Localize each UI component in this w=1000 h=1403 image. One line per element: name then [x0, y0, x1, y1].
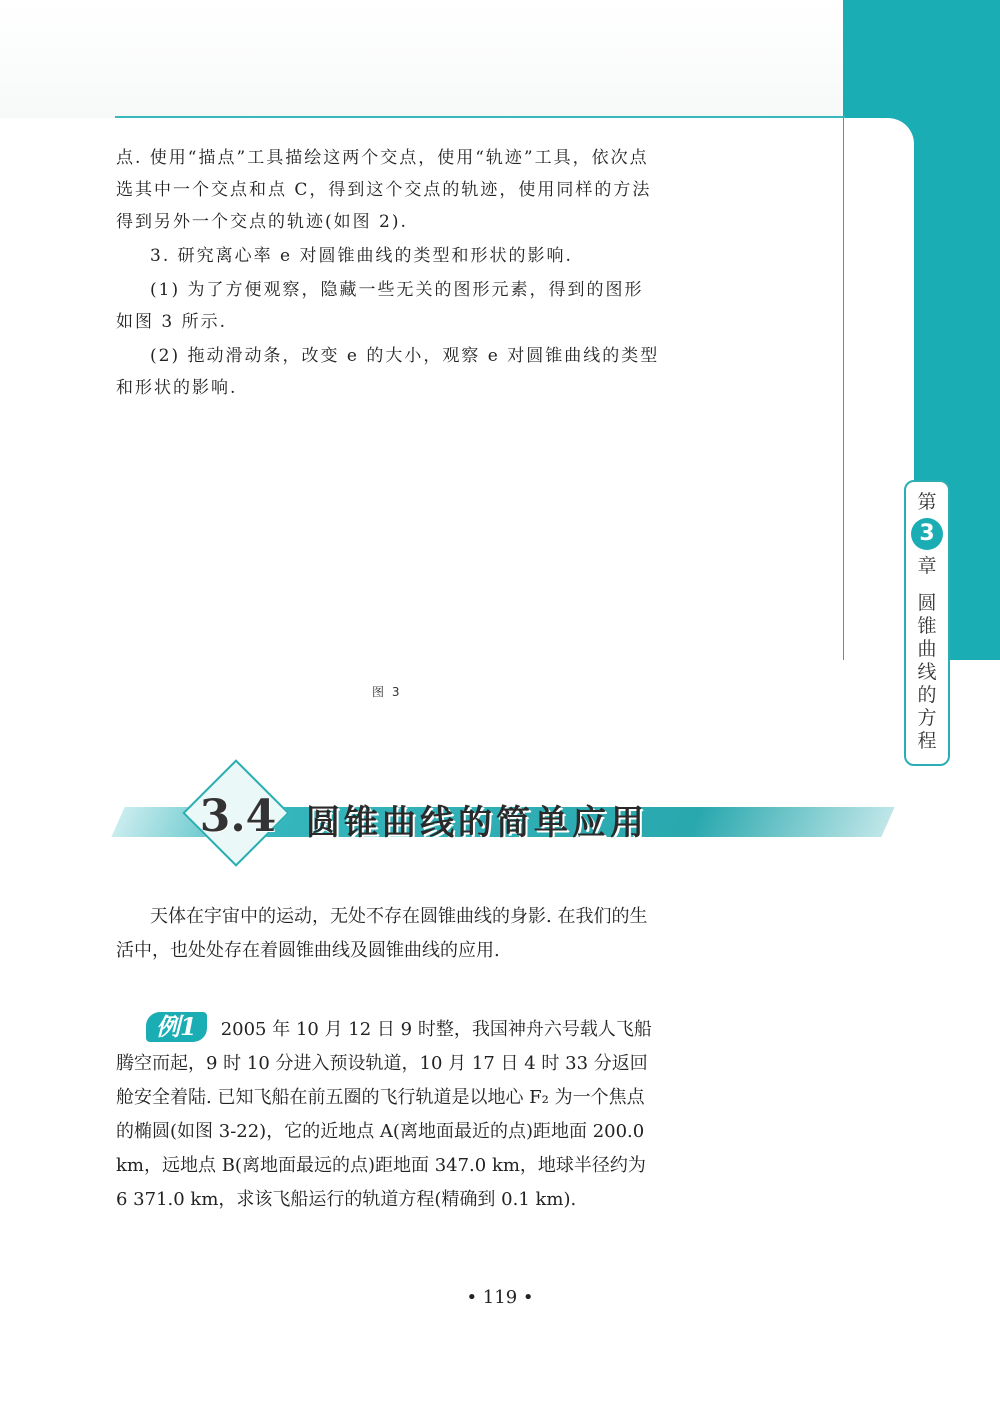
continuation-text	[116, 142, 661, 404]
chapter-tab	[904, 480, 950, 766]
paragraph-step-3: 3. 研究离心率 e 对圆锥曲线的类型和形状的影响.	[150, 246, 573, 266]
example-label: 例1	[146, 1012, 207, 1042]
page-number: • 119 •	[466, 1287, 534, 1308]
example-text: 2005 年 10 月 12 日 9 时整，我国神舟六号载人飞船腾空而起，9 时 10 分进入预设轨道，10 月 17 日 4 时 33 分返回舱安全着陆. 已知飞船在前五圈的飞行轨道是以地心 F₂ 为一个焦点的椭圆(如图 3-22)，它的近地点 A(离地面最近的点)距地面 200.0 km，远地点 B(离地面最远的点)距地面 347.0 km，地球半径约为 6 371.0 km，求该飞船运行的轨道方程(精确到 0.1 km).	[116, 1019, 652, 1210]
chapter-suffix: 章	[917, 555, 937, 577]
section-number: 3.4	[199, 791, 277, 842]
chapter-prefix: 第	[917, 491, 937, 513]
paragraph-tracing: 点. 使用“描点”工具描绘这两个交点，使用“轨迹”工具，依次点选其中一个交点和点 C，得到这个交点的轨迹，使用同样的方法得到另外一个交点的轨迹(如图 2).	[116, 148, 652, 232]
paragraph-step-3-1: (1) 为了方便观察，隐藏一些无关的图形元素，得到的图形如图 3 所示.	[116, 280, 644, 332]
chapter-title-char: 曲	[917, 638, 937, 660]
intro-paragraph: 天体在宇宙中的运动，无处不存在圆锥曲线的身影. 在我们的生活中，也处处存在着圆锥曲线及圆锥曲线的应用.	[116, 906, 648, 961]
section-intro	[116, 900, 661, 968]
header-shade	[0, 0, 843, 118]
chapter-title-char: 方	[917, 707, 937, 729]
section-title: 圆锥曲线的简单应用	[306, 803, 648, 843]
chapter-title-char: 圆	[917, 592, 937, 614]
chapter-title-char: 的	[917, 684, 937, 706]
chapter-title-char: 程	[917, 730, 937, 752]
example-paragraph	[116, 1012, 661, 1217]
header-rule	[115, 116, 845, 118]
section-heading	[100, 765, 900, 875]
chapter-number-badge: 3	[911, 518, 943, 550]
paragraph-step-3-2: (2) 拖动滑动条，改变 e 的大小，观察 e 对圆锥曲线的类型和形状的影响.	[116, 346, 660, 398]
example-1	[116, 1012, 661, 1217]
chapter-title-char: 线	[917, 661, 937, 683]
chapter-title-char: 锥	[917, 615, 937, 637]
chapter-title	[915, 592, 939, 753]
figure-caption: 图 3	[372, 685, 402, 699]
